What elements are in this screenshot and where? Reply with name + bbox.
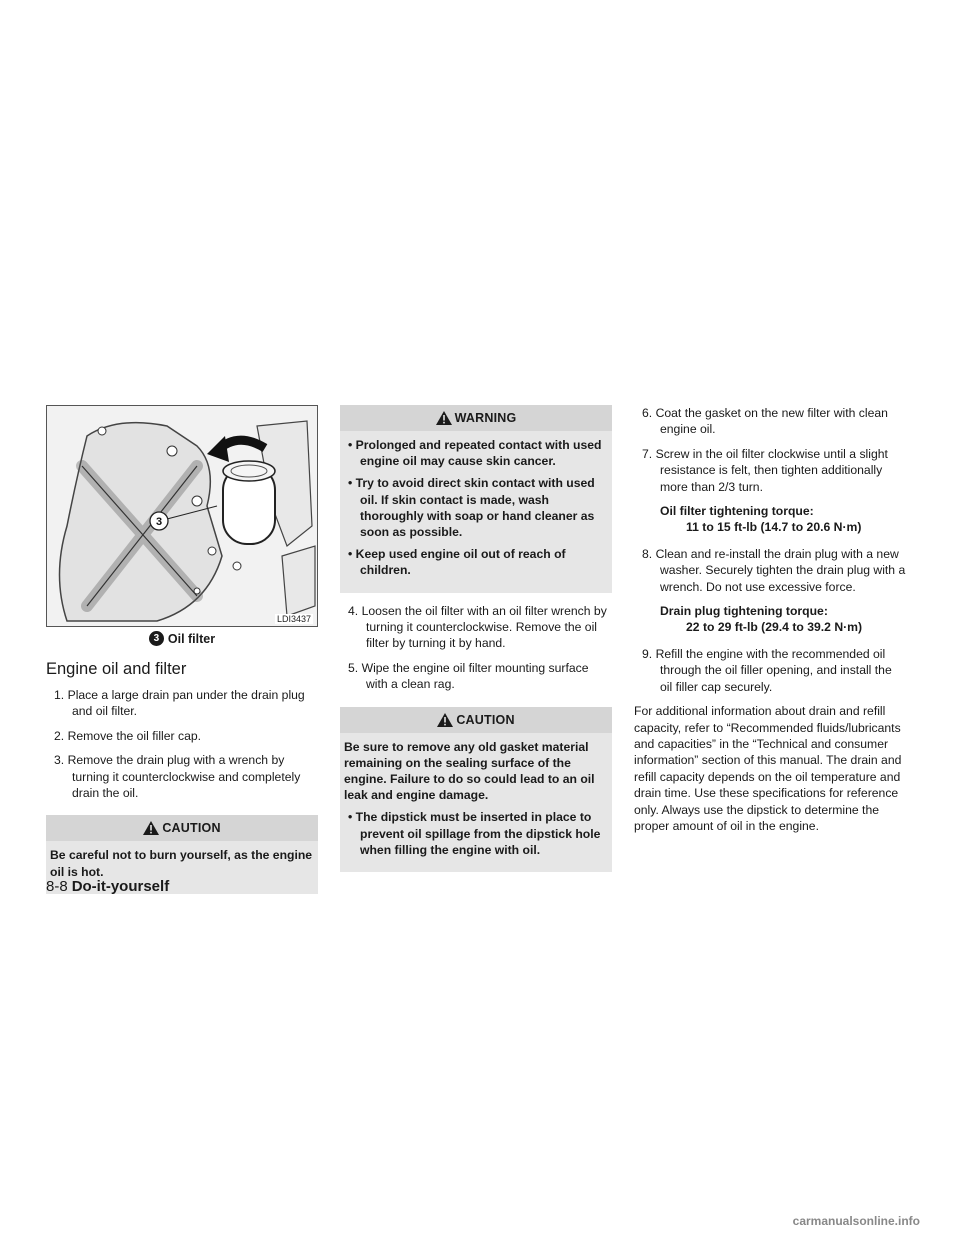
- warning-triangle-icon: [437, 713, 453, 727]
- spec-label: Oil filter tightening torque:: [660, 504, 814, 519]
- step-item: 4. Loosen the oil filter with an oil filter wrench by turning it counterclockwise. Remove the oil filter by turning it by hand.: [348, 603, 607, 651]
- step-item: 6. Coat the gasket on the new filter with clean engine oil.: [642, 406, 888, 437]
- step-item: 1. Place a large drain pan under the drain plug and oil filter.: [54, 688, 305, 719]
- caution-text: Be sure to remove any old gasket material remaining on the sealing surface of the engine. Failure to do so could lead to an oil leak and engine damage.: [344, 739, 595, 803]
- oil-filter-illustration: [46, 405, 318, 627]
- figure-caption: [46, 631, 318, 646]
- footer-section: Do-it-yourself: [71, 878, 170, 895]
- caution-box-2: [340, 707, 612, 872]
- column-left: [46, 405, 318, 904]
- figure-callout-number: 3: [155, 516, 163, 528]
- caption-number-badge: 3: [149, 631, 164, 646]
- step-item: 2. Remove the oil filler cap.: [54, 728, 202, 743]
- column-right: [634, 405, 906, 834]
- warning-bullet: • Keep used engine oil out of reach of children.: [348, 547, 566, 578]
- closing-paragraph: For additional information about drain and refill capacity, refer to “Recommended fluids/lubricants and capacities” in the “Technical and consumer information” section of this manual. The drain and refill capacity depends on the oil temperature and drain time. Use these specifications for reference only. Always use the dipstick to determine the proper amount of oil in the engine.: [634, 704, 902, 833]
- warning-triangle-icon: [143, 821, 159, 835]
- step-item: 8. Clean and re-install the drain plug with a new washer. Securely tighten the drain plug with a wrench. Do not use excessive force.: [642, 546, 906, 594]
- engine-drawing: [47, 406, 317, 626]
- step-item: 5. Wipe the engine oil filter mounting surface with a clean rag.: [348, 660, 589, 692]
- steps-list-1: [46, 687, 318, 801]
- warning-bullet: • Try to avoid direct skin contact with used oil. If skin contact is made, wash thoroughly with soap or hand cleaner as soon as possible.: [348, 476, 595, 540]
- step-item: 7. Screw in the oil filter clockwise until a slight resistance is felt, then tighten additionally more than 2/3 turn.: [642, 446, 888, 494]
- warning-triangle-icon: [436, 411, 452, 425]
- column-middle: [340, 405, 612, 882]
- warning-heading: WARNING: [454, 411, 517, 425]
- spec-label: Drain plug tightening torque:: [660, 604, 828, 619]
- watermark: carmanualsonline.info: [792, 1214, 920, 1228]
- figure-id: LDI3437: [276, 614, 311, 624]
- step-item: 9. Refill the engine with the recommended oil through the oil filler opening, and install the oil filler cap securely.: [642, 646, 892, 694]
- caution-heading: CAUTION: [162, 821, 221, 836]
- caution-heading: CAUTION: [456, 712, 515, 727]
- warning-box: [340, 405, 612, 593]
- section-title: Engine oil and filter: [46, 660, 187, 678]
- page-number: 8-8: [46, 878, 68, 895]
- caption-text: Oil filter: [167, 631, 216, 646]
- caution-bullet: • The dipstick must be inserted in place to prevent oil spillage from the dipstick hole when filling the engine with oil.: [348, 810, 601, 857]
- spec-value: 22 to 29 ft-lb (29.4 to 39.2 N·m): [686, 620, 863, 635]
- spec-value: 11 to 15 ft-lb (14.7 to 20.6 N·m): [686, 520, 862, 535]
- caution-text: Be careful not to burn yourself, as the engine oil is hot.: [50, 848, 313, 879]
- step-item: 3. Remove the drain plug with a wrench by turning it counterclockwise and completely drain the oil.: [54, 753, 301, 801]
- drain-plug-torque-spec: [634, 603, 906, 636]
- oil-filter-torque-spec: [634, 503, 906, 536]
- steps-list-2: [340, 603, 612, 693]
- page-footer: [46, 878, 169, 895]
- warning-bullet: • Prolonged and repeated contact with used engine oil may cause skin cancer.: [348, 438, 602, 469]
